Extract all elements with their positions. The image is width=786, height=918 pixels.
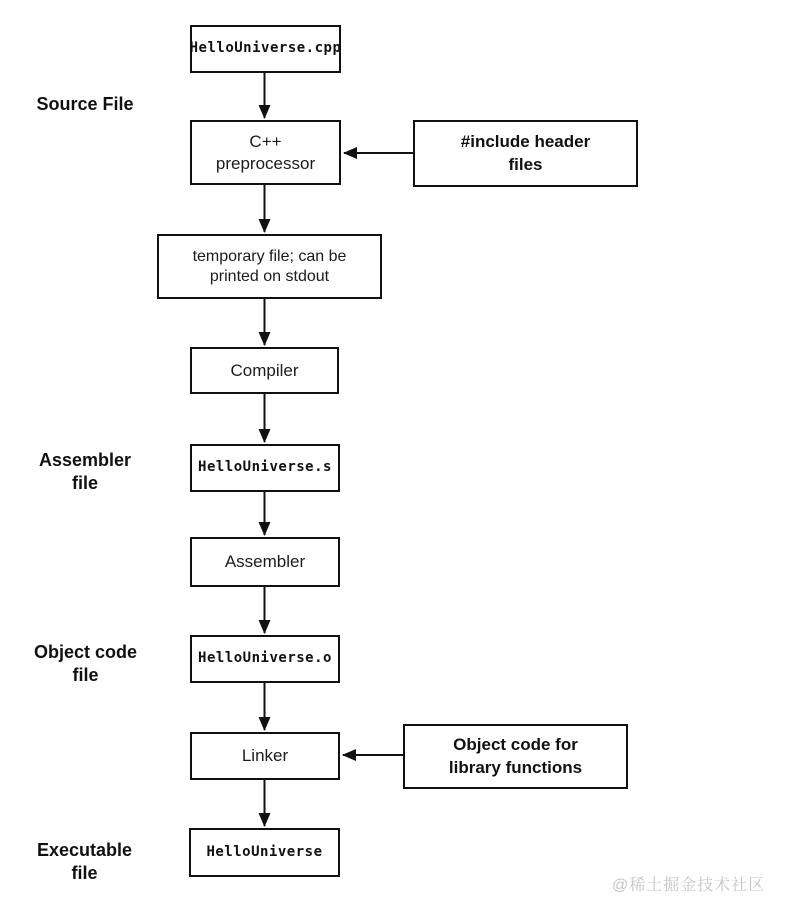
stage-label-source-file — [25, 93, 145, 116]
node-temp-file — [157, 234, 382, 299]
stage-label-line: Source File — [36, 94, 134, 114]
node-label-line: temporary file; can be — [192, 247, 347, 265]
node-label: Compiler — [230, 360, 299, 380]
stage-label-object-code-file — [18, 641, 153, 688]
node-include-headers — [413, 120, 638, 187]
node-label: HelloUniverse.o — [198, 650, 332, 667]
stage-label-assembler-file — [25, 449, 145, 496]
stage-label-line: Object code — [33, 642, 138, 662]
stage-label-line: file — [71, 863, 98, 884]
node-label: HelloUniverse.cpp — [189, 40, 342, 57]
node-source-file — [190, 25, 341, 73]
node-label-line: library functions — [448, 757, 583, 777]
stage-label-line: file — [72, 665, 99, 686]
node-preprocessor — [190, 120, 341, 185]
node-object-file — [190, 635, 340, 683]
stage-label-line: file — [71, 473, 98, 494]
node-label: Linker — [241, 746, 289, 766]
node-assembler — [190, 537, 340, 587]
node-label-line: Object code for — [453, 734, 578, 754]
node-label-line: printed on stdout — [209, 267, 330, 285]
stage-label-executable-file — [22, 839, 147, 886]
node-compiler — [190, 347, 339, 394]
node-library-objects — [403, 724, 628, 789]
node-label-line: files — [508, 154, 543, 174]
stage-label-line: Executable — [36, 840, 133, 860]
node-label-line: #include header — [460, 131, 591, 151]
node-label-line: preprocessor — [215, 153, 316, 173]
node-assembler-file — [190, 444, 340, 492]
node-label-line: C++ — [249, 132, 282, 152]
node-label: Assembler — [224, 552, 306, 572]
stage-label-line: Assembler — [38, 450, 132, 470]
watermark-text: @稀土掘金技术社区 — [612, 877, 766, 894]
node-linker — [190, 732, 340, 780]
node-label: HelloUniverse.s — [198, 459, 332, 476]
node-executable-file — [189, 828, 340, 877]
node-label: HelloUniverse — [206, 843, 323, 860]
